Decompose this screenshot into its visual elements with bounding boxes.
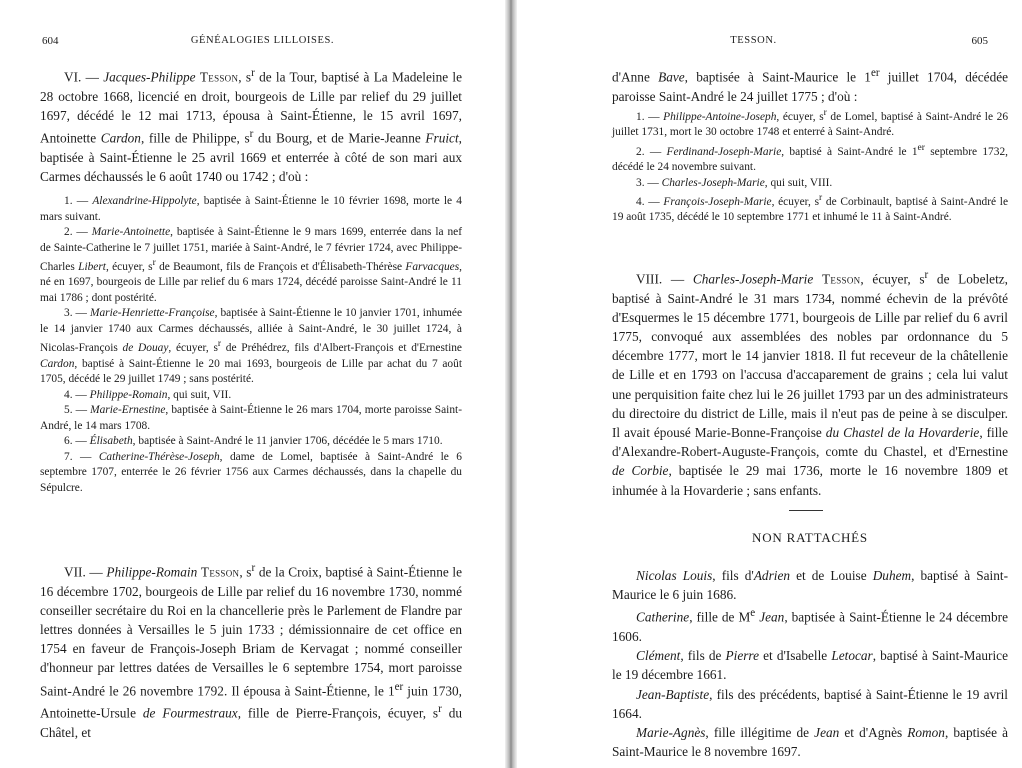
surname: Tesson xyxy=(199,69,239,85)
list-item: Catherine, fille de Me Jean, baptisée à Saint-Étienne le 24 décembre 1606. xyxy=(612,607,1008,645)
person-name: Jacques-Philippe xyxy=(103,69,196,85)
list-item: Jean-Baptiste, fils des précédents, baptisé à Saint-Étienne le 19 avril 1664. xyxy=(612,686,1008,721)
section-title: NON RATTACHÉS xyxy=(752,530,868,545)
surname: Tesson xyxy=(821,271,861,287)
surname: Tesson xyxy=(200,564,240,580)
list-item: 6. — Élisabeth, baptisée à Saint-André le 11 janvier 1706, décédée le 5 mars 1710. xyxy=(64,435,443,448)
list-item: 3. — Charles-Joseph-Marie, qui suit, VIII. xyxy=(636,176,833,189)
unattached-list xyxy=(612,566,1008,761)
list-item: 2. — Ferdinand-Joseph-Marie, baptisé à Saint-André le 1er septembre 1732, décédé le 24 novembre suivant. xyxy=(612,142,1008,174)
children-list-vi xyxy=(40,194,462,496)
person-name: Philippe-Romain xyxy=(106,564,198,580)
section-divider xyxy=(789,510,823,511)
list-item: Nicolas Louis, fils d'Adrien et de Louise Duhem, baptisé à Saint-Maurice le 6 juin 1686. xyxy=(612,568,1008,603)
list-item: 3. — Marie-Henriette-Françoise, baptisée à Saint-Étienne le 10 janvier 1701, inhumée le 14 janvier 1740 aux Carmes déchaussés, alliée à Saint-André, le 30 juillet 1724, à Nicolas-François de Douay, écuyer, $s^r$ de Préhédrez, fils d'Albert-François et d'Ernestine Cardon, baptisé à Saint-Étienne le 20 mai 1693, bourgeois de Lille par achat du 7 août 1705, décédé le 29 juillet 1749 ; sans postérité. xyxy=(40,307,462,386)
list-item: 4. — Philippe-Romain, qui suit, VII. xyxy=(64,388,232,401)
paragraph-continued: d'Anne Bave, baptisée à Saint-Maurice le 1er juillet 1704, décédée paroisse Saint-André le 24 juillet 1775 ; d'où : xyxy=(612,67,1009,104)
list-item: 2. — Marie-Antoinette, baptisée à Saint-Étienne le 9 mars 1699, enterrée dans la nef de Sainte-Catherine le 7 juillet 1751, mariée à Saint-André, le 7 février 1724, avec Philippe-Charles Libert, écuyer, $s^r$ de Beaumont, fils de François et d'Élisabeth-Thérèse Farvacques, né en 1697, bourgeois de Lille par relief du 6 mars 1724, décédé paroisse Saint-André le 11 mai 1786 ; dont postérité. xyxy=(40,226,462,304)
list-item: 1. — Philippe-Antoine-Joseph, écuyer, $s^r$ de Lomel, baptisé à Saint-André le 26 juillet 1731, mort le 30 octobre 1748 et enterré à Saint-André. xyxy=(612,108,1009,139)
list-item: 4. — François-Joseph-Marie, écuyer, $s^r$ de Corbinault, baptisé à Saint-André le 19 août 1735, décédé le 10 septembre 1771 et inhumé le 11 à Saint-André. xyxy=(612,193,1009,224)
left-page xyxy=(0,0,505,768)
running-head: GÉNÉALOGIES LILLOISES. xyxy=(190,35,335,46)
list-item: 7. — Catherine-Thérèse-Joseph, dame de Lomel, baptisée à Saint-André le 6 septembre 1707, enterrée le 26 février 1756 aux Carmes déchaussés, dans la chapelle du Sépulcre. xyxy=(40,450,463,494)
list-item: Clément, fils de Pierre et d'Isabelle Letocar, baptisé à Saint-Maurice le 19 décembre 1661. xyxy=(612,648,1008,683)
paragraph-viii: VIII. — Charles-Joseph-Marie Tesson, écuyer, $s^r$ de Lobeletz, baptisé à Saint-André le 31 mars 1734, nommé échevin de la prévôté d'Esquermes le 15 décembre 1771, bourgeois de Lille par relief du 6 avril 1775, convoqué aux assemblées des nobles par ordonnance du 5 décembre 1777, mort le 14 janvier 1818. Il fut receveur de la châtellenie de Lille et en 1793 on l'accusa d'accaparement de grains ; cela lui valut une perquisition faite chez lui le 26 juillet 1793 par un des administrateurs du directoire du district de Lille, mais il n'eut pas de peine à se disculper. Il avait épousé Marie-Bonne-Françoise du Chastel de la Hovarderie, fille d'Alexandre-Robert-Auguste-François, comte du Chastel, et d'Ernestine de Corbie, baptisée le 29 mai 1736, morte le 16 novembre 1809 et inhumée à la Hovarderie ; sans enfants. xyxy=(612,269,1009,498)
list-item: Marie-Agnès, fille illégitime de Jean et d'Agnès Romon, baptisée à Saint-Maurice le 8 novembre 1697. xyxy=(612,725,1008,760)
running-head: TESSON. xyxy=(730,35,777,46)
right-page xyxy=(517,0,1022,768)
page-number: 605 xyxy=(971,35,988,47)
book-gutter xyxy=(505,0,517,768)
paragraph-vii: VII. — Philippe-Romain Tesson, $s^r$ de la Croix, baptisé à Saint-Étienne le 16 décembre 1702, bourgeois de Lille par relief du 16 novembre 1730, nommé conseiller secrétaire du Roi en la chancellerie près le Parlement de Flandre par lettres données à Versailles le 5 juin 1733 ; démissionnaire de cet office en 1754 en faveur de François-Joseph Briam de Kervagat ; nommé conseiller d'honneur par lettres datées de Versailles le 6 septembre 1754, mort paroisse Saint-André le 26 novembre 1792. Il épousa à Saint-Étienne, le 1er juin 1730, Antoinette-Ursule de Fourmestraux, fille de Pierre-François, écuyer, $s^r$ du Châtel, et xyxy=(40,562,462,740)
list-item: 1. — Alexandrine-Hippolyte, baptisée à Saint-Étienne le 10 février 1698, morte le 4 mars suivant. xyxy=(40,195,462,223)
person-name: Charles-Joseph-Marie xyxy=(692,271,814,287)
list-item: 5. — Marie-Ernestine, baptisée à Saint-Étienne le 26 mars 1704, morte paroisse Saint-André, le 14 mars 1708. xyxy=(40,404,462,432)
paragraph-vi: VI. — Jacques-Philippe Tesson, $s^r$ de la Tour, baptisé à La Madeleine le 28 octobre 1668, licencié en droit, bourgeois de Lille par relief du 29 juillet 1697, décédé le 12 mai 1713, épousa à Saint-Étienne, le 15 avril 1697, Antoinette Cardon, fille de Philippe, $s^r$ du Bourg, et de Marie-Jeanne Fruict, baptisée à Saint-Étienne le 25 avril 1669 et enterrée à côté de son mari aux Carmes déchaussés le 6 août 1740 ou 1742 ; d'où : xyxy=(40,67,463,184)
page-number: 604 xyxy=(42,35,59,47)
children-list-vii xyxy=(612,106,1008,226)
